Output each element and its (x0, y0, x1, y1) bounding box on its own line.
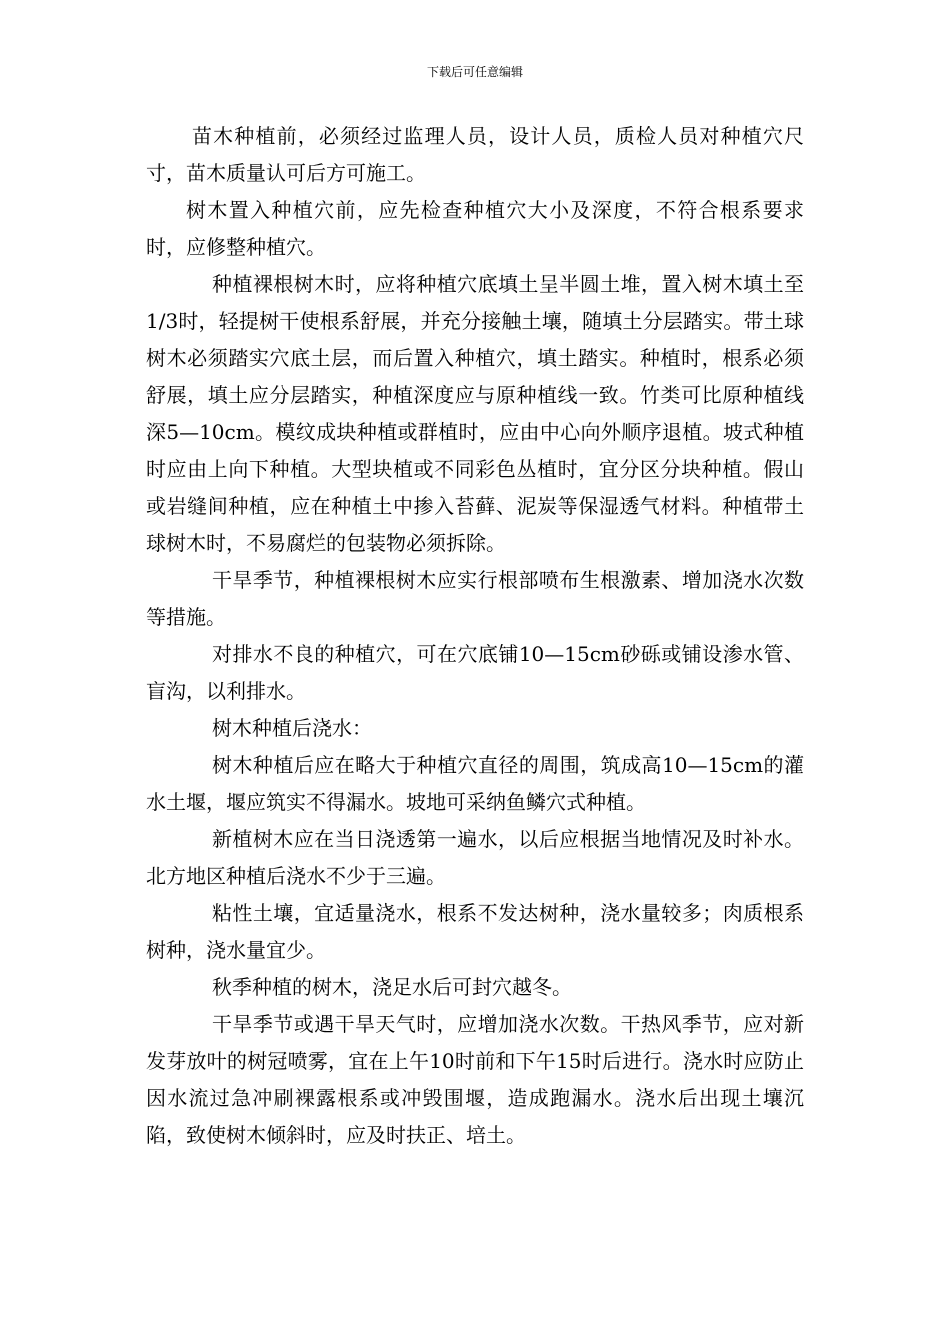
paragraph-seedling-inspection: 苗木种植前，必须经过监理人员，设计人员，质检人员对种植穴尺寸，苗木质量认可后方可施工。 (146, 124, 804, 185)
paragraph-dry-season-watering: 干旱季节或遇干旱天气时，应增加浇水次数。干热风季节，应对新发芽放叶的树冠喷雾，宜在上午10时前和下午15时后进行。浇水时应防止因水流过急冲刷裸露根系或冲毁围堰，造成跑漏水。浇水后出现土壤沉陷，致使树木倾斜时，应及时扶正、培土。 (146, 1012, 804, 1147)
paragraph-watering-heading: 树木种植后浇水： (212, 716, 372, 740)
paragraph-drainage: 对排水不良的种植穴，可在穴底铺10—15cm砂砾或铺设渗水管、盲沟，以利排水。 (146, 642, 804, 703)
paragraph-first-watering: 新植树木应在当日浇透第一遍水，以后应根据当地情况及时补水。北方地区种植后浇水不少于三遍。 (146, 827, 804, 888)
paragraph-drought-measures: 干旱季节，种植裸根树木应实行根部喷布生根激素、增加浇水次数等措施。 (146, 568, 804, 629)
document-body (146, 118, 804, 1154)
paragraph-pit-check: 树木置入种植穴前，应先检查种植穴大小及深度，不符合根系要求时，应修整种植穴。 (146, 198, 804, 259)
page-header: 下载后可任意编辑 (426, 65, 523, 79)
paragraph-soil-watering: 粘性土壤，宜适量浇水，根系不发达树种，浇水量较多；肉质根系树种，浇水量宜少。 (146, 901, 804, 962)
paragraph-water-weir: 树木种植后应在略大于种植穴直径的周围，筑成高10—15cm的灌水土堰，堰应筑实不得漏水。坡地可采纳鱼鳞穴式种植。 (146, 753, 804, 814)
paragraph-planting-method: 种植裸根树木时，应将种植穴底填土呈半圆土堆，置入树木填土至1/3时，轻提树干使根系舒展，并充分接触土壤，随填土分层踏实。带土球树木必须踏实穴底土层，而后置入种植穴，填土踏实。种植时，根系必须舒展，填土应分层踏实，种植深度应与原种植线一致。竹类可比原种植线深5—10cm。模纹成块种植或群植时，应由中心向外顺序退植。坡式种植时应由上向下种植。大型块植或不同彩色丛植时，宜分区分块种植。假山或岩缝间种植，应在种植土中掺入苔藓、泥炭等保湿透气材料。种植带土球树木时，不易腐烂的包装物必须拆除。 (146, 272, 804, 555)
paragraph-autumn-planting: 秋季种植的树木，浇足水后可封穴越冬。 (212, 975, 572, 999)
